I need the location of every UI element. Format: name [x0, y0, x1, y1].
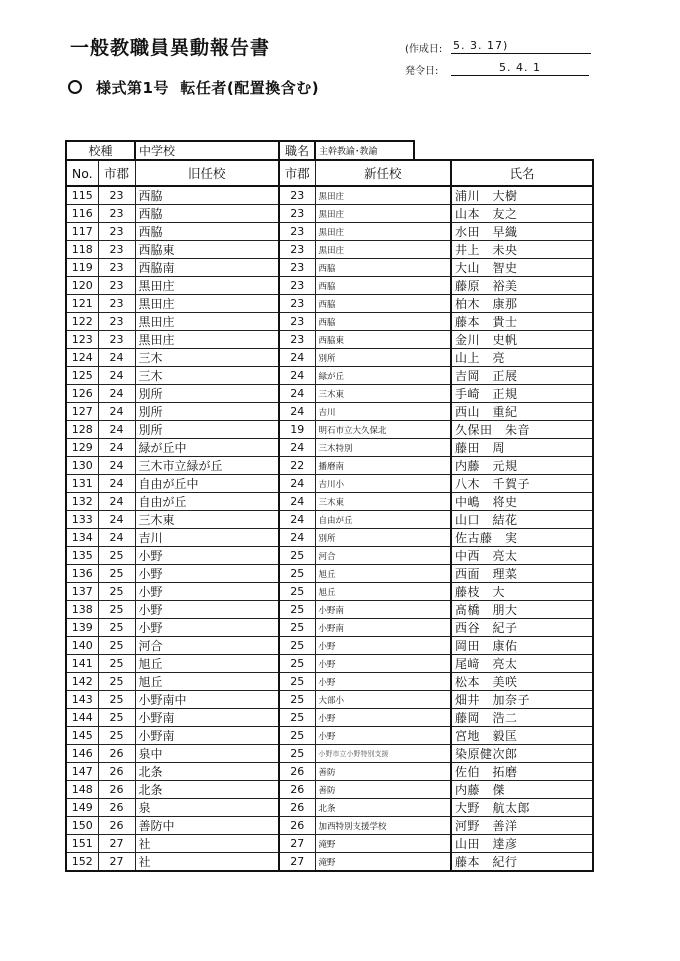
teacher-name: 藤枝 大 — [451, 583, 593, 601]
old-school: 旭丘 — [135, 673, 279, 691]
new-school: 黒田庄 — [315, 223, 451, 241]
old-school: 別所 — [135, 403, 279, 421]
col-header-name: 氏名 — [451, 160, 593, 186]
col-header-old-school: 旧任校 — [135, 160, 279, 186]
table-row — [66, 241, 593, 259]
form-title: 転任者(配置換含む) — [180, 79, 320, 97]
old-school: 善防中 — [135, 817, 279, 835]
new-school: 小野 — [315, 637, 451, 655]
row-no: 117 — [66, 223, 98, 241]
new-city-code: 25 — [279, 565, 315, 583]
table-row — [66, 529, 593, 547]
table-row — [66, 745, 593, 763]
new-city-code: 24 — [279, 493, 315, 511]
new-school: 三木東 — [315, 493, 451, 511]
info-table — [65, 140, 415, 161]
new-city-code: 26 — [279, 817, 315, 835]
new-school: 善防 — [315, 763, 451, 781]
transfer-table — [65, 159, 594, 872]
old-city-code: 25 — [98, 619, 135, 637]
old-city-code: 27 — [98, 853, 135, 872]
new-city-code: 25 — [279, 655, 315, 673]
new-school: 善防 — [315, 781, 451, 799]
old-school: 社 — [135, 853, 279, 872]
table-row — [66, 817, 593, 835]
old-city-code: 23 — [98, 259, 135, 277]
teacher-name: 染原健次郎 — [451, 745, 593, 763]
row-no: 140 — [66, 637, 98, 655]
table-row — [66, 277, 593, 295]
teacher-name: 柏木 康那 — [451, 295, 593, 313]
table-row — [66, 601, 593, 619]
new-city-code: 23 — [279, 277, 315, 295]
table-row — [66, 763, 593, 781]
teacher-name: 藤原 裕美 — [451, 277, 593, 295]
row-no: 115 — [66, 186, 98, 205]
table-row — [66, 691, 593, 709]
teacher-name: 佐伯 拓磨 — [451, 763, 593, 781]
issue-date-value: 5. 4. 1 — [451, 61, 589, 76]
table-row — [66, 457, 593, 475]
new-school: 小野 — [315, 727, 451, 745]
new-school: 吉川 — [315, 403, 451, 421]
row-no: 123 — [66, 331, 98, 349]
table-row — [66, 349, 593, 367]
new-school: 滝野 — [315, 853, 451, 872]
new-city-code: 23 — [279, 205, 315, 223]
new-school: 小野市立小野特別支援 — [315, 745, 451, 763]
new-school: 吉川小 — [315, 475, 451, 493]
issue-date-field — [405, 61, 541, 77]
position-label: 職名 — [279, 141, 315, 160]
new-school: 小野 — [315, 673, 451, 691]
table-row — [66, 709, 593, 727]
new-city-code: 24 — [279, 367, 315, 385]
new-city-code: 19 — [279, 421, 315, 439]
new-school: 明石市立大久保北 — [315, 421, 451, 439]
row-no: 137 — [66, 583, 98, 601]
new-city-code: 23 — [279, 259, 315, 277]
old-school: 小野 — [135, 565, 279, 583]
old-school: 黒田庄 — [135, 295, 279, 313]
old-city-code: 24 — [98, 439, 135, 457]
new-city-code: 23 — [279, 313, 315, 331]
row-no: 139 — [66, 619, 98, 637]
teacher-name: 久保田 朱音 — [451, 421, 593, 439]
old-city-code: 23 — [98, 313, 135, 331]
table-row — [66, 385, 593, 403]
table-row — [66, 799, 593, 817]
old-school: 小野南中 — [135, 691, 279, 709]
old-school: 三木市立緑が丘 — [135, 457, 279, 475]
row-no: 136 — [66, 565, 98, 583]
new-school: 旭丘 — [315, 583, 451, 601]
row-no: 151 — [66, 835, 98, 853]
new-city-code: 25 — [279, 637, 315, 655]
old-school: 北条 — [135, 763, 279, 781]
old-school: 三木 — [135, 349, 279, 367]
new-city-code: 24 — [279, 349, 315, 367]
row-no: 143 — [66, 691, 98, 709]
row-no: 144 — [66, 709, 98, 727]
new-city-code: 27 — [279, 835, 315, 853]
table-row — [66, 835, 593, 853]
teacher-name: 山田 達彦 — [451, 835, 593, 853]
row-no: 145 — [66, 727, 98, 745]
old-school: 泉 — [135, 799, 279, 817]
row-no: 134 — [66, 529, 98, 547]
old-city-code: 24 — [98, 421, 135, 439]
old-school: 北条 — [135, 781, 279, 799]
row-no: 141 — [66, 655, 98, 673]
new-school: 黒田庄 — [315, 186, 451, 205]
old-city-code: 24 — [98, 403, 135, 421]
table-row — [66, 475, 593, 493]
old-school: 旭丘 — [135, 655, 279, 673]
row-no: 135 — [66, 547, 98, 565]
table-header-row — [66, 160, 593, 186]
row-no: 132 — [66, 493, 98, 511]
old-city-code: 24 — [98, 367, 135, 385]
teacher-name: 松本 美咲 — [451, 673, 593, 691]
teacher-name: 岡田 康佑 — [451, 637, 593, 655]
old-school: 黒田庄 — [135, 313, 279, 331]
old-city-code: 23 — [98, 277, 135, 295]
issue-date-label: 発令日: — [405, 66, 439, 77]
table-row — [66, 421, 593, 439]
form-heading — [68, 77, 319, 98]
teacher-name: 内藤 傑 — [451, 781, 593, 799]
new-school: 播磨南 — [315, 457, 451, 475]
new-city-code: 24 — [279, 475, 315, 493]
old-city-code: 23 — [98, 223, 135, 241]
col-header-new-school: 新任校 — [315, 160, 451, 186]
row-no: 122 — [66, 313, 98, 331]
new-school: 黒田庄 — [315, 241, 451, 259]
old-city-code: 23 — [98, 205, 135, 223]
old-city-code: 23 — [98, 295, 135, 313]
old-city-code: 24 — [98, 511, 135, 529]
new-school: 西脇 — [315, 277, 451, 295]
old-school: 社 — [135, 835, 279, 853]
old-city-code: 24 — [98, 493, 135, 511]
teacher-name: 宮地 毅匡 — [451, 727, 593, 745]
teacher-name: 藤本 紀行 — [451, 853, 593, 872]
new-school: 西脇 — [315, 259, 451, 277]
teacher-name: 西面 理菜 — [451, 565, 593, 583]
document-title: 一般教職員異動報告書 — [70, 37, 271, 59]
old-school: 小野 — [135, 601, 279, 619]
old-school: 西脇南 — [135, 259, 279, 277]
new-city-code: 25 — [279, 619, 315, 637]
old-city-code: 25 — [98, 583, 135, 601]
teacher-name: 手崎 正規 — [451, 385, 593, 403]
old-city-code: 25 — [98, 727, 135, 745]
new-school: 旭丘 — [315, 565, 451, 583]
row-no: 130 — [66, 457, 98, 475]
old-school: 小野南 — [135, 727, 279, 745]
table-row — [66, 781, 593, 799]
teacher-name: 吉岡 正展 — [451, 367, 593, 385]
table-row — [66, 439, 593, 457]
old-city-code: 24 — [98, 529, 135, 547]
new-city-code: 25 — [279, 601, 315, 619]
teacher-name: 尾﨑 亮太 — [451, 655, 593, 673]
school-type-value: 中学校 — [135, 141, 279, 160]
new-city-code: 22 — [279, 457, 315, 475]
new-school: 滝野 — [315, 835, 451, 853]
new-city-code: 23 — [279, 295, 315, 313]
form-number: 様式第1号 — [96, 79, 169, 97]
new-city-code: 24 — [279, 529, 315, 547]
row-no: 120 — [66, 277, 98, 295]
old-city-code: 25 — [98, 673, 135, 691]
table-row — [66, 295, 593, 313]
teacher-name: 井上 未央 — [451, 241, 593, 259]
teacher-name: 河野 善洋 — [451, 817, 593, 835]
old-school: 三木 — [135, 367, 279, 385]
row-no: 118 — [66, 241, 98, 259]
teacher-name: 山上 亮 — [451, 349, 593, 367]
new-school: 小野 — [315, 655, 451, 673]
teacher-name: 金川 史帆 — [451, 331, 593, 349]
row-no: 147 — [66, 763, 98, 781]
row-no: 119 — [66, 259, 98, 277]
new-school: 三木東 — [315, 385, 451, 403]
new-city-code: 23 — [279, 223, 315, 241]
new-school: 西脇 — [315, 313, 451, 331]
new-city-code: 26 — [279, 763, 315, 781]
table-row — [66, 493, 593, 511]
col-header-no: No. — [66, 160, 98, 186]
old-school: 小野南 — [135, 709, 279, 727]
new-city-code: 24 — [279, 439, 315, 457]
row-no: 125 — [66, 367, 98, 385]
new-school: 三木特別 — [315, 439, 451, 457]
new-city-code: 26 — [279, 799, 315, 817]
new-school: 緑が丘 — [315, 367, 451, 385]
old-city-code: 27 — [98, 835, 135, 853]
old-city-code: 24 — [98, 457, 135, 475]
row-no: 121 — [66, 295, 98, 313]
table-row — [66, 565, 593, 583]
old-city-code: 26 — [98, 781, 135, 799]
new-city-code: 25 — [279, 673, 315, 691]
table-row — [66, 511, 593, 529]
old-school: 別所 — [135, 421, 279, 439]
teacher-name: 藤本 貴士 — [451, 313, 593, 331]
teacher-name: 髙橋 朋大 — [451, 601, 593, 619]
row-no: 142 — [66, 673, 98, 691]
new-school: 小野南 — [315, 601, 451, 619]
new-school: 西脇東 — [315, 331, 451, 349]
new-city-code: 25 — [279, 583, 315, 601]
new-city-code: 25 — [279, 691, 315, 709]
old-city-code: 25 — [98, 655, 135, 673]
position-value: 主幹教諭･教諭 — [315, 141, 414, 160]
table-row — [66, 583, 593, 601]
new-city-code: 25 — [279, 547, 315, 565]
old-city-code: 23 — [98, 186, 135, 205]
old-city-code: 26 — [98, 817, 135, 835]
table-row — [66, 313, 593, 331]
table-row — [66, 403, 593, 421]
old-school: 西脇東 — [135, 241, 279, 259]
row-no: 124 — [66, 349, 98, 367]
teacher-name: 内藤 元規 — [451, 457, 593, 475]
row-no: 149 — [66, 799, 98, 817]
teacher-name: 中西 亮太 — [451, 547, 593, 565]
row-no: 129 — [66, 439, 98, 457]
row-no: 150 — [66, 817, 98, 835]
new-school: 北条 — [315, 799, 451, 817]
table-row — [66, 637, 593, 655]
old-school: 泉中 — [135, 745, 279, 763]
created-date-field — [405, 39, 509, 55]
row-no: 148 — [66, 781, 98, 799]
created-date-label: (作成日: — [405, 44, 443, 55]
teacher-name: 浦川 大樹 — [451, 186, 593, 205]
old-city-code: 23 — [98, 331, 135, 349]
table-row — [66, 259, 593, 277]
old-school: 自由が丘中 — [135, 475, 279, 493]
old-city-code: 25 — [98, 691, 135, 709]
teacher-name: 藤田 周 — [451, 439, 593, 457]
row-no: 127 — [66, 403, 98, 421]
old-school: 吉川 — [135, 529, 279, 547]
old-school: 小野 — [135, 583, 279, 601]
table-row — [66, 619, 593, 637]
table-row — [66, 655, 593, 673]
old-school: 西脇 — [135, 205, 279, 223]
teacher-name: 畑井 加奈子 — [451, 691, 593, 709]
new-city-code: 25 — [279, 709, 315, 727]
old-school: 西脇 — [135, 223, 279, 241]
new-school: 黒田庄 — [315, 205, 451, 223]
new-city-code: 24 — [279, 511, 315, 529]
teacher-name: 中嶋 将史 — [451, 493, 593, 511]
new-school: 自由が丘 — [315, 511, 451, 529]
teacher-name: 大野 航太郎 — [451, 799, 593, 817]
row-no: 131 — [66, 475, 98, 493]
new-school: 加西特別支援学校 — [315, 817, 451, 835]
new-city-code: 24 — [279, 385, 315, 403]
old-school: 三木東 — [135, 511, 279, 529]
table-row — [66, 223, 593, 241]
table-row — [66, 853, 593, 872]
table-row — [66, 727, 593, 745]
new-city-code: 26 — [279, 781, 315, 799]
teacher-name: 西谷 紀子 — [451, 619, 593, 637]
new-school: 小野 — [315, 709, 451, 727]
old-city-code: 25 — [98, 547, 135, 565]
row-no: 138 — [66, 601, 98, 619]
new-school: 大部小 — [315, 691, 451, 709]
old-school: 小野 — [135, 547, 279, 565]
old-school: 西脇 — [135, 186, 279, 205]
row-no: 126 — [66, 385, 98, 403]
teacher-name: 山本 友之 — [451, 205, 593, 223]
old-city-code: 25 — [98, 709, 135, 727]
old-school: 別所 — [135, 385, 279, 403]
old-city-code: 25 — [98, 601, 135, 619]
row-no: 133 — [66, 511, 98, 529]
new-school: 西脇 — [315, 295, 451, 313]
table-row — [66, 547, 593, 565]
new-city-code: 27 — [279, 853, 315, 872]
teacher-name: 西山 重紀 — [451, 403, 593, 421]
table-row — [66, 367, 593, 385]
table-row — [66, 205, 593, 223]
old-school: 黒田庄 — [135, 331, 279, 349]
new-city-code: 23 — [279, 331, 315, 349]
row-no: 152 — [66, 853, 98, 872]
old-city-code: 26 — [98, 799, 135, 817]
old-school: 小野 — [135, 619, 279, 637]
table-row — [66, 331, 593, 349]
old-city-code: 24 — [98, 385, 135, 403]
row-no: 146 — [66, 745, 98, 763]
row-no: 116 — [66, 205, 98, 223]
new-city-code: 25 — [279, 727, 315, 745]
old-city-code: 23 — [98, 241, 135, 259]
row-no: 128 — [66, 421, 98, 439]
table-row — [66, 673, 593, 691]
teacher-name: 大山 智史 — [451, 259, 593, 277]
old-school: 自由が丘 — [135, 493, 279, 511]
teacher-name: 藤岡 浩二 — [451, 709, 593, 727]
old-city-code: 24 — [98, 349, 135, 367]
new-school: 別所 — [315, 529, 451, 547]
circle-bullet-icon — [68, 80, 82, 94]
old-school: 黒田庄 — [135, 277, 279, 295]
col-header-new-city: 市郡 — [279, 160, 315, 186]
old-city-code: 26 — [98, 745, 135, 763]
new-school: 河合 — [315, 547, 451, 565]
school-type-label: 校種 — [66, 141, 135, 160]
teacher-name: 佐古藤 実 — [451, 529, 593, 547]
new-city-code: 23 — [279, 186, 315, 205]
teacher-name: 八木 千賀子 — [451, 475, 593, 493]
old-city-code: 25 — [98, 565, 135, 583]
table-row — [66, 186, 593, 205]
new-school: 別所 — [315, 349, 451, 367]
teacher-name: 山口 結花 — [451, 511, 593, 529]
old-city-code: 24 — [98, 475, 135, 493]
new-city-code: 24 — [279, 403, 315, 421]
created-date-value: 5. 3. 17) — [451, 39, 591, 54]
teacher-name: 水田 早織 — [451, 223, 593, 241]
new-school: 小野南 — [315, 619, 451, 637]
old-school: 河合 — [135, 637, 279, 655]
new-city-code: 25 — [279, 745, 315, 763]
old-school: 緑が丘中 — [135, 439, 279, 457]
old-city-code: 26 — [98, 763, 135, 781]
old-city-code: 25 — [98, 637, 135, 655]
col-header-old-city: 市郡 — [98, 160, 135, 186]
new-city-code: 23 — [279, 241, 315, 259]
